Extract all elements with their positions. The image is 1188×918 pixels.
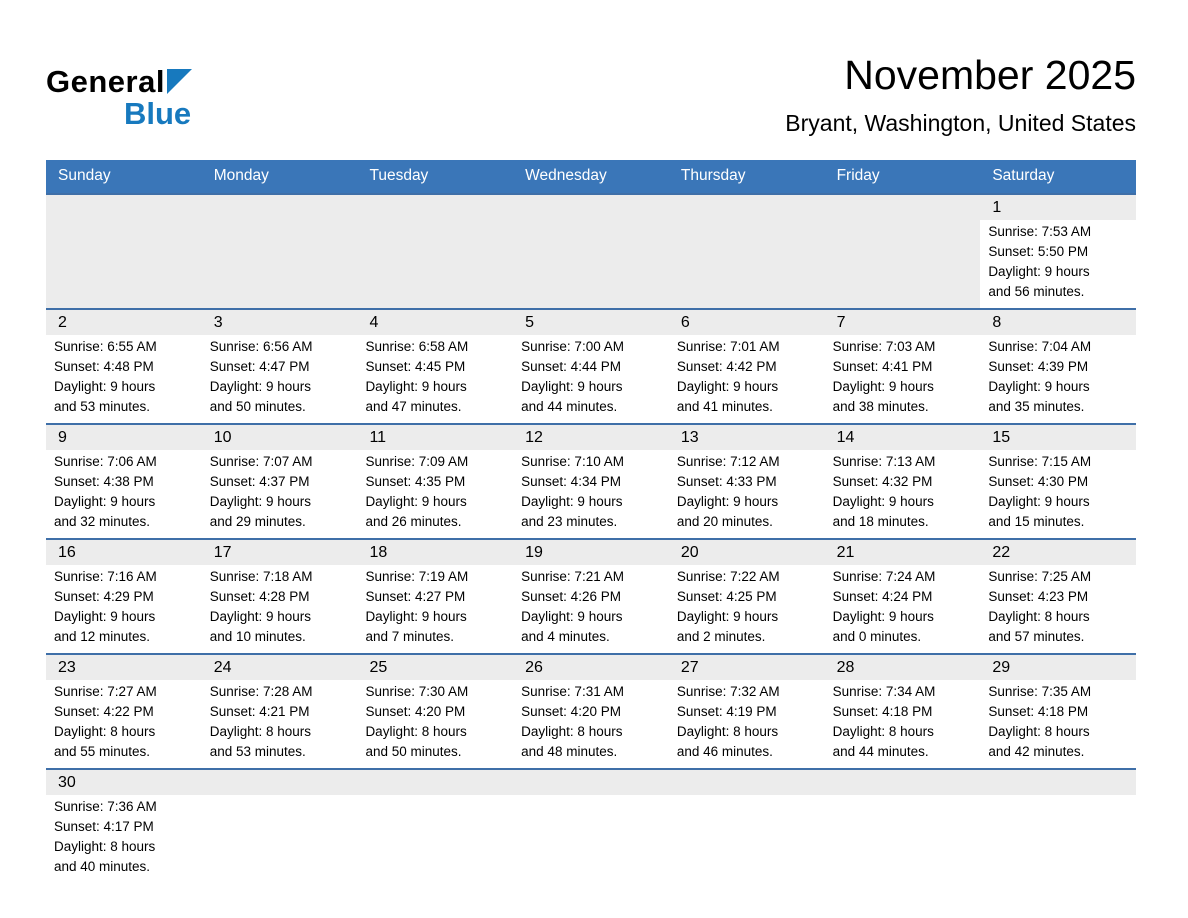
daylight-line-minutes: and 4 minutes. bbox=[521, 629, 610, 644]
daylight-line-minutes: and 57 minutes. bbox=[988, 629, 1085, 644]
empty-body bbox=[202, 220, 358, 308]
day-number: 27 bbox=[669, 655, 825, 680]
sunset-line: Sunset: 4:28 PM bbox=[209, 589, 310, 604]
sunrise-line: Sunrise: 7:30 AM bbox=[365, 684, 469, 699]
day-details bbox=[980, 220, 1136, 308]
day-number: 1 bbox=[980, 195, 1136, 220]
day-cell-18 bbox=[357, 540, 513, 653]
daylight-line-minutes: and 0 minutes. bbox=[832, 629, 922, 644]
daylight-line-hours: Daylight: 9 hours bbox=[521, 494, 623, 509]
daylight-line-hours: Daylight: 8 hours bbox=[988, 724, 1090, 739]
daylight-line-hours: Daylight: 8 hours bbox=[676, 724, 779, 739]
empty-cell bbox=[513, 195, 669, 308]
day-number: 12 bbox=[513, 425, 669, 450]
empty-cell bbox=[202, 770, 358, 883]
daylight-line-minutes: and 40 minutes. bbox=[54, 859, 151, 874]
day-number: 29 bbox=[980, 655, 1136, 680]
day-cell-8 bbox=[980, 310, 1136, 423]
sunset-line: Sunset: 4:48 PM bbox=[54, 359, 154, 374]
sunset-line: Sunset: 5:50 PM bbox=[988, 244, 1089, 259]
sunrise-line: Sunrise: 7:21 AM bbox=[521, 569, 624, 584]
day-number: 11 bbox=[357, 425, 513, 450]
sunset-line: Sunset: 4:27 PM bbox=[365, 589, 466, 604]
week-row-3 bbox=[46, 423, 1136, 538]
day-cell-11 bbox=[357, 425, 513, 538]
sunset-line: Sunset: 4:44 PM bbox=[521, 359, 621, 374]
day-number: 25 bbox=[357, 655, 513, 680]
daylight-line-minutes: and 47 minutes. bbox=[365, 399, 462, 414]
daylight-line-hours: Daylight: 9 hours bbox=[365, 609, 467, 624]
sunrise-line: Sunrise: 7:35 AM bbox=[988, 684, 1092, 699]
empty-body bbox=[202, 795, 358, 883]
empty-number-strip bbox=[46, 195, 202, 220]
sunrise-line: Sunrise: 6:55 AM bbox=[54, 339, 157, 354]
sunset-line: Sunset: 4:18 PM bbox=[832, 704, 933, 719]
daylight-line-hours: Daylight: 9 hours bbox=[209, 609, 312, 624]
day-cell-14 bbox=[825, 425, 981, 538]
empty-body bbox=[669, 795, 825, 883]
day-details bbox=[46, 680, 202, 768]
day-number: 2 bbox=[46, 310, 202, 335]
daylight-line-minutes: and 41 minutes. bbox=[676, 399, 773, 414]
day-details bbox=[669, 680, 825, 768]
day-details bbox=[825, 680, 981, 768]
day-cell-2 bbox=[46, 310, 202, 423]
daylight-line-hours: Daylight: 9 hours bbox=[832, 609, 934, 624]
day-number: 18 bbox=[357, 540, 513, 565]
weekday-header-saturday: Saturday bbox=[992, 167, 1055, 184]
daylight-line-minutes: and 44 minutes. bbox=[521, 399, 618, 414]
sunrise-line: Sunrise: 7:25 AM bbox=[988, 569, 1092, 584]
day-details bbox=[825, 450, 981, 538]
day-number: 7 bbox=[825, 310, 981, 335]
logo bbox=[46, 52, 193, 132]
day-details bbox=[202, 680, 358, 768]
day-cell-22 bbox=[980, 540, 1136, 653]
weekday-header-sunday: Sunday bbox=[58, 167, 111, 184]
day-cell-5 bbox=[513, 310, 669, 423]
sunrise-line: Sunrise: 7:03 AM bbox=[832, 339, 936, 354]
day-details bbox=[980, 335, 1136, 423]
sunrise-line: Sunrise: 7:27 AM bbox=[54, 684, 157, 699]
day-cell-3 bbox=[202, 310, 358, 423]
sunset-line: Sunset: 4:25 PM bbox=[676, 589, 777, 604]
daylight-line-minutes: and 48 minutes. bbox=[521, 744, 618, 759]
day-cell-4 bbox=[357, 310, 513, 423]
sunset-line: Sunset: 4:34 PM bbox=[521, 474, 621, 489]
empty-number-strip bbox=[357, 195, 513, 220]
daylight-line-hours: Daylight: 9 hours bbox=[676, 379, 779, 394]
sunset-line: Sunset: 4:18 PM bbox=[988, 704, 1089, 719]
sunrise-line: Sunrise: 7:36 AM bbox=[54, 799, 157, 814]
sunrise-line: Sunrise: 6:58 AM bbox=[365, 339, 469, 354]
empty-cell bbox=[669, 770, 825, 883]
sunrise-line: Sunrise: 7:16 AM bbox=[54, 569, 157, 584]
day-number: 10 bbox=[202, 425, 358, 450]
daylight-line-minutes: and 44 minutes. bbox=[832, 744, 929, 759]
day-cell-27 bbox=[669, 655, 825, 768]
sunrise-line: Sunrise: 7:13 AM bbox=[832, 454, 936, 469]
sunrise-line: Sunrise: 7:24 AM bbox=[832, 569, 936, 584]
logo-word-blue: Blue bbox=[124, 96, 192, 131]
daylight-line-minutes: and 46 minutes. bbox=[676, 744, 773, 759]
daylight-line-minutes: and 42 minutes. bbox=[988, 744, 1085, 759]
daylight-line-hours: Daylight: 9 hours bbox=[521, 609, 623, 624]
page-header bbox=[0, 0, 1188, 138]
empty-number-strip bbox=[357, 770, 513, 795]
weekday-header-friday: Friday bbox=[836, 167, 880, 184]
day-cell-7 bbox=[825, 310, 981, 423]
empty-cell bbox=[357, 195, 513, 308]
day-number: 3 bbox=[202, 310, 358, 335]
daylight-line-minutes: and 20 minutes. bbox=[676, 514, 773, 529]
daylight-line-hours: Daylight: 9 hours bbox=[676, 609, 779, 624]
daylight-line-hours: Daylight: 9 hours bbox=[209, 379, 312, 394]
day-number: 21 bbox=[825, 540, 981, 565]
day-details bbox=[46, 335, 202, 423]
day-cell-16 bbox=[46, 540, 202, 653]
empty-cell bbox=[513, 770, 669, 883]
sunrise-line: Sunrise: 7:31 AM bbox=[521, 684, 624, 699]
day-number: 16 bbox=[46, 540, 202, 565]
daylight-line-hours: Daylight: 9 hours bbox=[988, 494, 1090, 509]
daylight-line-minutes: and 18 minutes. bbox=[832, 514, 929, 529]
sunrise-line: Sunrise: 7:00 AM bbox=[521, 339, 624, 354]
day-cell-9 bbox=[46, 425, 202, 538]
sunrise-line: Sunrise: 7:06 AM bbox=[54, 454, 157, 469]
day-cell-20 bbox=[669, 540, 825, 653]
empty-number-strip bbox=[202, 770, 358, 795]
daylight-line-minutes: and 35 minutes. bbox=[988, 399, 1085, 414]
sunset-line: Sunset: 4:35 PM bbox=[365, 474, 466, 489]
day-details bbox=[669, 565, 825, 653]
empty-body bbox=[669, 220, 825, 308]
week-row-4 bbox=[46, 538, 1136, 653]
day-number: 9 bbox=[46, 425, 202, 450]
empty-number-strip bbox=[825, 770, 981, 795]
sunset-line: Sunset: 4:42 PM bbox=[676, 359, 777, 374]
empty-cell bbox=[825, 195, 981, 308]
day-cell-19 bbox=[513, 540, 669, 653]
day-number: 17 bbox=[202, 540, 358, 565]
day-details bbox=[513, 680, 669, 768]
day-number: 22 bbox=[980, 540, 1136, 565]
day-cell-23 bbox=[46, 655, 202, 768]
sunset-line: Sunset: 4:45 PM bbox=[365, 359, 466, 374]
daylight-line-minutes: and 2 minutes. bbox=[676, 629, 766, 644]
sunrise-line: Sunrise: 6:56 AM bbox=[209, 339, 313, 354]
empty-body bbox=[825, 220, 981, 308]
daylight-line-minutes: and 7 minutes. bbox=[365, 629, 454, 644]
week-row-2 bbox=[46, 308, 1136, 423]
day-details bbox=[825, 335, 981, 423]
daylight-line-hours: Daylight: 9 hours bbox=[365, 494, 467, 509]
day-number: 6 bbox=[669, 310, 825, 335]
daylight-line-hours: Daylight: 9 hours bbox=[54, 379, 156, 394]
sunset-line: Sunset: 4:47 PM bbox=[209, 359, 310, 374]
sunset-line: Sunset: 4:41 PM bbox=[832, 359, 933, 374]
daylight-line-minutes: and 50 minutes. bbox=[209, 399, 306, 414]
sunset-line: Sunset: 4:19 PM bbox=[676, 704, 777, 719]
sunset-line: Sunset: 4:21 PM bbox=[209, 704, 310, 719]
day-cell-12 bbox=[513, 425, 669, 538]
empty-number-strip bbox=[513, 770, 669, 795]
day-details bbox=[980, 450, 1136, 538]
empty-cell bbox=[46, 195, 202, 308]
sunrise-line: Sunrise: 7:12 AM bbox=[676, 454, 780, 469]
daylight-line-minutes: and 29 minutes. bbox=[209, 514, 306, 529]
daylight-line-hours: Daylight: 8 hours bbox=[54, 724, 156, 739]
sunrise-line: Sunrise: 7:22 AM bbox=[676, 569, 780, 584]
day-details bbox=[669, 335, 825, 423]
day-details bbox=[669, 450, 825, 538]
day-cell-30 bbox=[46, 770, 202, 883]
daylight-line-hours: Daylight: 8 hours bbox=[209, 724, 312, 739]
day-number: 28 bbox=[825, 655, 981, 680]
day-cell-1 bbox=[980, 195, 1136, 308]
sunset-line: Sunset: 4:23 PM bbox=[988, 589, 1089, 604]
sunset-line: Sunset: 4:26 PM bbox=[521, 589, 621, 604]
empty-number-strip bbox=[825, 195, 981, 220]
day-details bbox=[202, 335, 358, 423]
weekday-header-wednesday: Wednesday bbox=[525, 167, 607, 184]
empty-number-strip bbox=[669, 770, 825, 795]
sunset-line: Sunset: 4:22 PM bbox=[54, 704, 154, 719]
daylight-line-hours: Daylight: 9 hours bbox=[832, 494, 934, 509]
sunrise-line: Sunrise: 7:34 AM bbox=[832, 684, 936, 699]
sunrise-line: Sunrise: 7:15 AM bbox=[988, 454, 1092, 469]
day-cell-17 bbox=[202, 540, 358, 653]
week-row-1 bbox=[46, 193, 1136, 308]
daylight-line-minutes: and 23 minutes. bbox=[521, 514, 618, 529]
sunset-line: Sunset: 4:37 PM bbox=[209, 474, 310, 489]
day-details bbox=[825, 565, 981, 653]
day-details bbox=[357, 335, 513, 423]
empty-body bbox=[825, 795, 981, 883]
day-details bbox=[513, 335, 669, 423]
empty-body bbox=[46, 220, 202, 308]
daylight-line-minutes: and 15 minutes. bbox=[988, 514, 1085, 529]
empty-cell bbox=[669, 195, 825, 308]
day-details bbox=[980, 680, 1136, 768]
day-details bbox=[46, 565, 202, 653]
daylight-line-minutes: and 56 minutes. bbox=[988, 284, 1085, 299]
day-cell-26 bbox=[513, 655, 669, 768]
day-number: 15 bbox=[980, 425, 1136, 450]
empty-body bbox=[357, 220, 513, 308]
day-cell-24 bbox=[202, 655, 358, 768]
day-number: 24 bbox=[202, 655, 358, 680]
day-details bbox=[46, 795, 202, 883]
daylight-line-minutes: and 32 minutes. bbox=[54, 514, 151, 529]
daylight-line-minutes: and 12 minutes. bbox=[54, 629, 151, 644]
sunrise-line: Sunrise: 7:32 AM bbox=[676, 684, 780, 699]
daylight-line-hours: Daylight: 8 hours bbox=[832, 724, 934, 739]
day-details bbox=[513, 450, 669, 538]
daylight-line-hours: Daylight: 8 hours bbox=[54, 839, 156, 854]
calendar-weeks bbox=[46, 193, 1136, 883]
day-cell-21 bbox=[825, 540, 981, 653]
logo-word-general: General bbox=[46, 64, 165, 99]
day-cell-13 bbox=[669, 425, 825, 538]
day-number: 4 bbox=[357, 310, 513, 335]
sunset-line: Sunset: 4:17 PM bbox=[54, 819, 154, 834]
daylight-line-hours: Daylight: 9 hours bbox=[365, 379, 467, 394]
day-cell-29 bbox=[980, 655, 1136, 768]
day-details bbox=[357, 565, 513, 653]
sunset-line: Sunset: 4:33 PM bbox=[676, 474, 777, 489]
day-details bbox=[513, 565, 669, 653]
sunrise-line: Sunrise: 7:53 AM bbox=[988, 224, 1092, 239]
day-details bbox=[980, 565, 1136, 653]
day-details bbox=[357, 450, 513, 538]
day-cell-25 bbox=[357, 655, 513, 768]
sunset-line: Sunset: 4:20 PM bbox=[521, 704, 621, 719]
day-number: 14 bbox=[825, 425, 981, 450]
week-row-6 bbox=[46, 768, 1136, 883]
week-row-5 bbox=[46, 653, 1136, 768]
empty-number-strip bbox=[202, 195, 358, 220]
daylight-line-hours: Daylight: 9 hours bbox=[521, 379, 623, 394]
sunrise-line: Sunrise: 7:01 AM bbox=[676, 339, 780, 354]
day-number: 8 bbox=[980, 310, 1136, 335]
day-cell-28 bbox=[825, 655, 981, 768]
weekday-header-monday: Monday bbox=[213, 167, 269, 184]
daylight-line-hours: Daylight: 8 hours bbox=[988, 609, 1090, 624]
day-cell-15 bbox=[980, 425, 1136, 538]
daylight-line-hours: Daylight: 9 hours bbox=[988, 379, 1090, 394]
empty-cell bbox=[357, 770, 513, 883]
day-details bbox=[202, 450, 358, 538]
daylight-line-hours: Daylight: 9 hours bbox=[832, 379, 934, 394]
day-number: 19 bbox=[513, 540, 669, 565]
day-number: 13 bbox=[669, 425, 825, 450]
day-cell-10 bbox=[202, 425, 358, 538]
sunset-line: Sunset: 4:39 PM bbox=[988, 359, 1089, 374]
day-number: 26 bbox=[513, 655, 669, 680]
sunrise-line: Sunrise: 7:19 AM bbox=[365, 569, 469, 584]
daylight-line-hours: Daylight: 9 hours bbox=[676, 494, 779, 509]
day-number: 20 bbox=[669, 540, 825, 565]
daylight-line-minutes: and 10 minutes. bbox=[209, 629, 306, 644]
empty-body bbox=[980, 795, 1136, 883]
daylight-line-hours: Daylight: 9 hours bbox=[988, 264, 1090, 279]
sunrise-line: Sunrise: 7:28 AM bbox=[209, 684, 313, 699]
sunrise-line: Sunrise: 7:04 AM bbox=[988, 339, 1092, 354]
daylight-line-minutes: and 53 minutes. bbox=[54, 399, 151, 414]
daylight-line-hours: Daylight: 9 hours bbox=[209, 494, 312, 509]
sunrise-line: Sunrise: 7:09 AM bbox=[365, 454, 469, 469]
empty-cell bbox=[980, 770, 1136, 883]
sunset-line: Sunset: 4:24 PM bbox=[832, 589, 933, 604]
daylight-line-hours: Daylight: 9 hours bbox=[54, 494, 156, 509]
daylight-line-hours: Daylight: 8 hours bbox=[365, 724, 467, 739]
daylight-line-hours: Daylight: 9 hours bbox=[54, 609, 156, 624]
daylight-line-minutes: and 38 minutes. bbox=[832, 399, 929, 414]
daylight-line-minutes: and 53 minutes. bbox=[209, 744, 306, 759]
title-block bbox=[785, 52, 1136, 138]
empty-body bbox=[357, 795, 513, 883]
page-title: November 2025 bbox=[844, 52, 1136, 98]
weekday-header-thursday: Thursday bbox=[680, 167, 746, 184]
empty-body bbox=[513, 220, 669, 308]
sunset-line: Sunset: 4:20 PM bbox=[365, 704, 466, 719]
calendar bbox=[46, 160, 1136, 883]
day-number: 5 bbox=[513, 310, 669, 335]
page-subtitle: Bryant, Washington, United States bbox=[785, 110, 1136, 136]
sunrise-line: Sunrise: 7:07 AM bbox=[209, 454, 313, 469]
empty-number-strip bbox=[980, 770, 1136, 795]
weekday-header-row bbox=[46, 160, 1136, 193]
sunset-line: Sunset: 4:32 PM bbox=[832, 474, 933, 489]
day-number: 30 bbox=[46, 770, 202, 795]
empty-number-strip bbox=[669, 195, 825, 220]
weekday-header-tuesday: Tuesday bbox=[369, 167, 429, 184]
empty-body bbox=[513, 795, 669, 883]
day-details bbox=[46, 450, 202, 538]
day-number: 23 bbox=[46, 655, 202, 680]
sunset-line: Sunset: 4:38 PM bbox=[54, 474, 154, 489]
day-details bbox=[202, 565, 358, 653]
day-cell-6 bbox=[669, 310, 825, 423]
empty-number-strip bbox=[513, 195, 669, 220]
daylight-line-minutes: and 26 minutes. bbox=[365, 514, 462, 529]
sunset-line: Sunset: 4:30 PM bbox=[988, 474, 1089, 489]
sunrise-line: Sunrise: 7:18 AM bbox=[209, 569, 313, 584]
empty-cell bbox=[825, 770, 981, 883]
daylight-line-minutes: and 55 minutes. bbox=[54, 744, 151, 759]
daylight-line-hours: Daylight: 8 hours bbox=[521, 724, 623, 739]
sunset-line: Sunset: 4:29 PM bbox=[54, 589, 154, 604]
empty-cell bbox=[202, 195, 358, 308]
sunrise-line: Sunrise: 7:10 AM bbox=[521, 454, 624, 469]
day-details bbox=[357, 680, 513, 768]
daylight-line-minutes: and 50 minutes. bbox=[365, 744, 462, 759]
